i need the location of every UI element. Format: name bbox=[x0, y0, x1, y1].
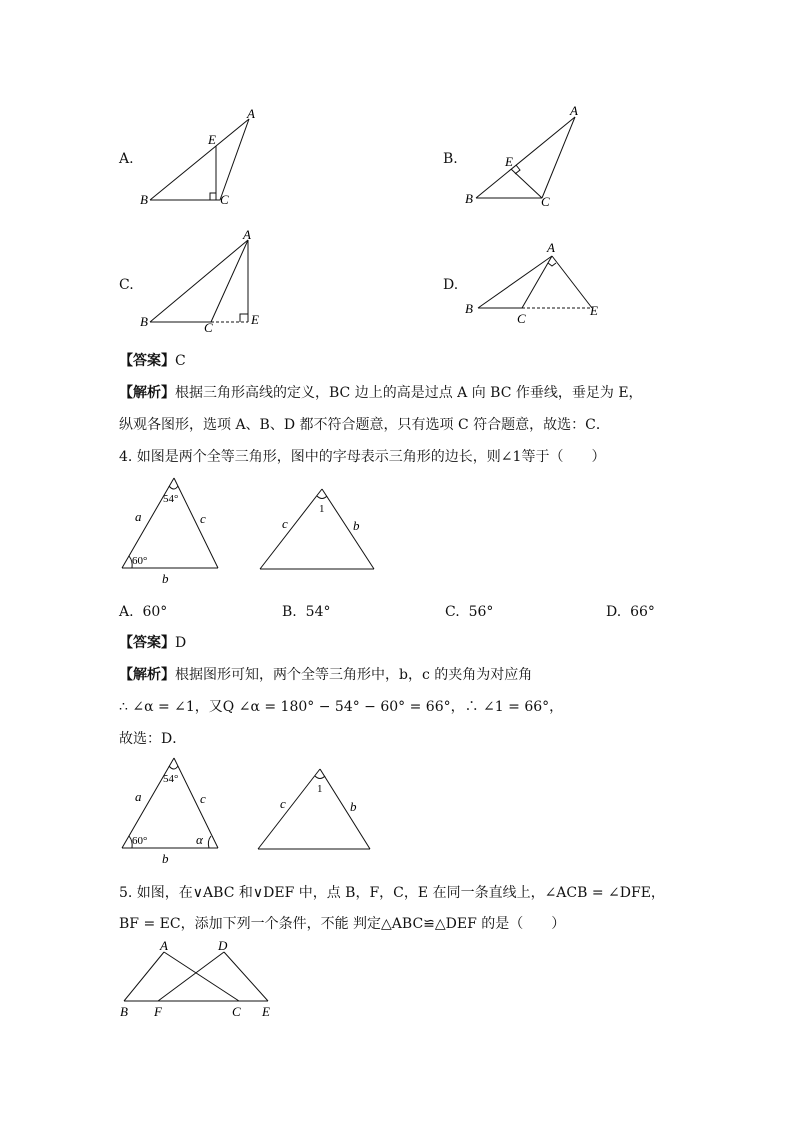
q3-answer bbox=[119, 352, 186, 370]
q4-analysis-line2: ∴ ∠α = ∠1，又Q ∠α = 180° − 54° − 60° = 66°，∴ ∠1 = 66°， bbox=[119, 699, 564, 715]
option-letter-c: C. bbox=[119, 277, 134, 293]
q5-figure bbox=[114, 936, 284, 1021]
side-a: a bbox=[135, 509, 142, 524]
label-A: A bbox=[570, 103, 578, 118]
side-a: a bbox=[135, 789, 142, 804]
q4-analysis-line3: 故选：D． bbox=[119, 731, 187, 747]
label-E: E bbox=[208, 132, 216, 147]
label-D: D bbox=[218, 938, 228, 953]
q4-analysis-line1 bbox=[119, 666, 532, 684]
answer-tag: 【答案】 bbox=[119, 353, 175, 369]
label-B: B bbox=[120, 1004, 128, 1019]
label-B: B bbox=[140, 314, 148, 329]
q3-analysis-line1 bbox=[119, 384, 643, 402]
q3-analysis-line2: 纵观各图形，选项 A、B、D 都不符合题意，只有选项 C 符合题意，故选：C． bbox=[119, 417, 610, 433]
figure-option-a bbox=[136, 104, 276, 214]
angle-1: 1 bbox=[317, 783, 323, 795]
analysis-tag: 【解析】 bbox=[119, 667, 175, 683]
angle-60: 60° bbox=[132, 835, 148, 847]
label-E: E bbox=[251, 312, 259, 327]
q4-figure-triangle-2 bbox=[254, 484, 384, 584]
q4-option-a: A. 60° bbox=[119, 604, 168, 620]
analysis-text: 根据三角形高线的定义，BC 边上的高是过点 A 向 BC 作垂线，垂足为 E， bbox=[175, 385, 643, 401]
analysis-text: 根据图形可知，两个全等三角形中，b，c 的夹角为对应角 bbox=[175, 667, 533, 683]
q5-stem-line1: 5. 如图，在∨ABC 和∨DEF 中，点 B，F，C，E 在同一条直线上，∠ACB = ∠DFE， bbox=[119, 885, 665, 901]
angle-54: 54° bbox=[163, 773, 179, 785]
q4-stem: 4. 如图是两个全等三角形，图中的字母表示三角形的边长，则∠1等于（ ） bbox=[119, 449, 606, 465]
q5-stem-line2: BF = EC，添加下列一个条件，不能 判定△ABC≌△DEF 的是（ ） bbox=[119, 916, 566, 932]
side-b: b bbox=[162, 571, 169, 586]
side-c: c bbox=[200, 791, 206, 806]
angle-60: 60° bbox=[132, 555, 148, 567]
label-A: A bbox=[547, 240, 555, 255]
q4-answer bbox=[119, 634, 186, 652]
label-B: B bbox=[465, 191, 473, 206]
label-A: A bbox=[247, 106, 255, 121]
label-A: A bbox=[160, 938, 168, 953]
label-A: A bbox=[243, 227, 251, 242]
q4-figure-triangle-3 bbox=[114, 752, 224, 867]
q4-figure-triangle-1 bbox=[114, 472, 224, 587]
angle-54: 54° bbox=[163, 493, 179, 505]
q4-option-b: B. 54° bbox=[282, 604, 331, 620]
side-c: c bbox=[200, 511, 206, 526]
side-b: b bbox=[353, 518, 360, 533]
q4-figure-triangle-4 bbox=[252, 764, 382, 864]
option-letter-d: D. bbox=[443, 277, 459, 293]
analysis-tag: 【解析】 bbox=[119, 385, 175, 401]
label-C: C bbox=[232, 1004, 241, 1019]
angle-alpha: α bbox=[196, 832, 203, 847]
angle-1: 1 bbox=[319, 503, 325, 515]
side-b: b bbox=[162, 851, 169, 866]
side-c: c bbox=[282, 516, 288, 531]
label-F: F bbox=[154, 1004, 162, 1019]
label-C: C bbox=[517, 311, 526, 326]
answer-value: D bbox=[175, 635, 187, 651]
label-B: B bbox=[140, 192, 148, 207]
side-c: c bbox=[280, 796, 286, 811]
figure-option-d bbox=[462, 236, 622, 326]
q4-option-d: D. 66° bbox=[606, 604, 655, 620]
label-C: C bbox=[541, 194, 550, 209]
answer-value: C bbox=[175, 353, 186, 369]
label-E: E bbox=[262, 1004, 270, 1019]
q4-option-c: C. 56° bbox=[445, 604, 494, 620]
label-B: B bbox=[465, 301, 473, 316]
label-E: E bbox=[505, 154, 513, 169]
option-letter-b: B. bbox=[443, 151, 458, 167]
answer-tag: 【答案】 bbox=[119, 635, 175, 651]
label-C: C bbox=[220, 192, 229, 207]
figure-option-b bbox=[462, 102, 602, 212]
figure-option-c bbox=[136, 226, 276, 336]
option-letter-a: A. bbox=[119, 151, 134, 167]
label-C: C bbox=[204, 320, 213, 335]
side-b: b bbox=[350, 799, 357, 814]
label-E: E bbox=[590, 303, 598, 318]
